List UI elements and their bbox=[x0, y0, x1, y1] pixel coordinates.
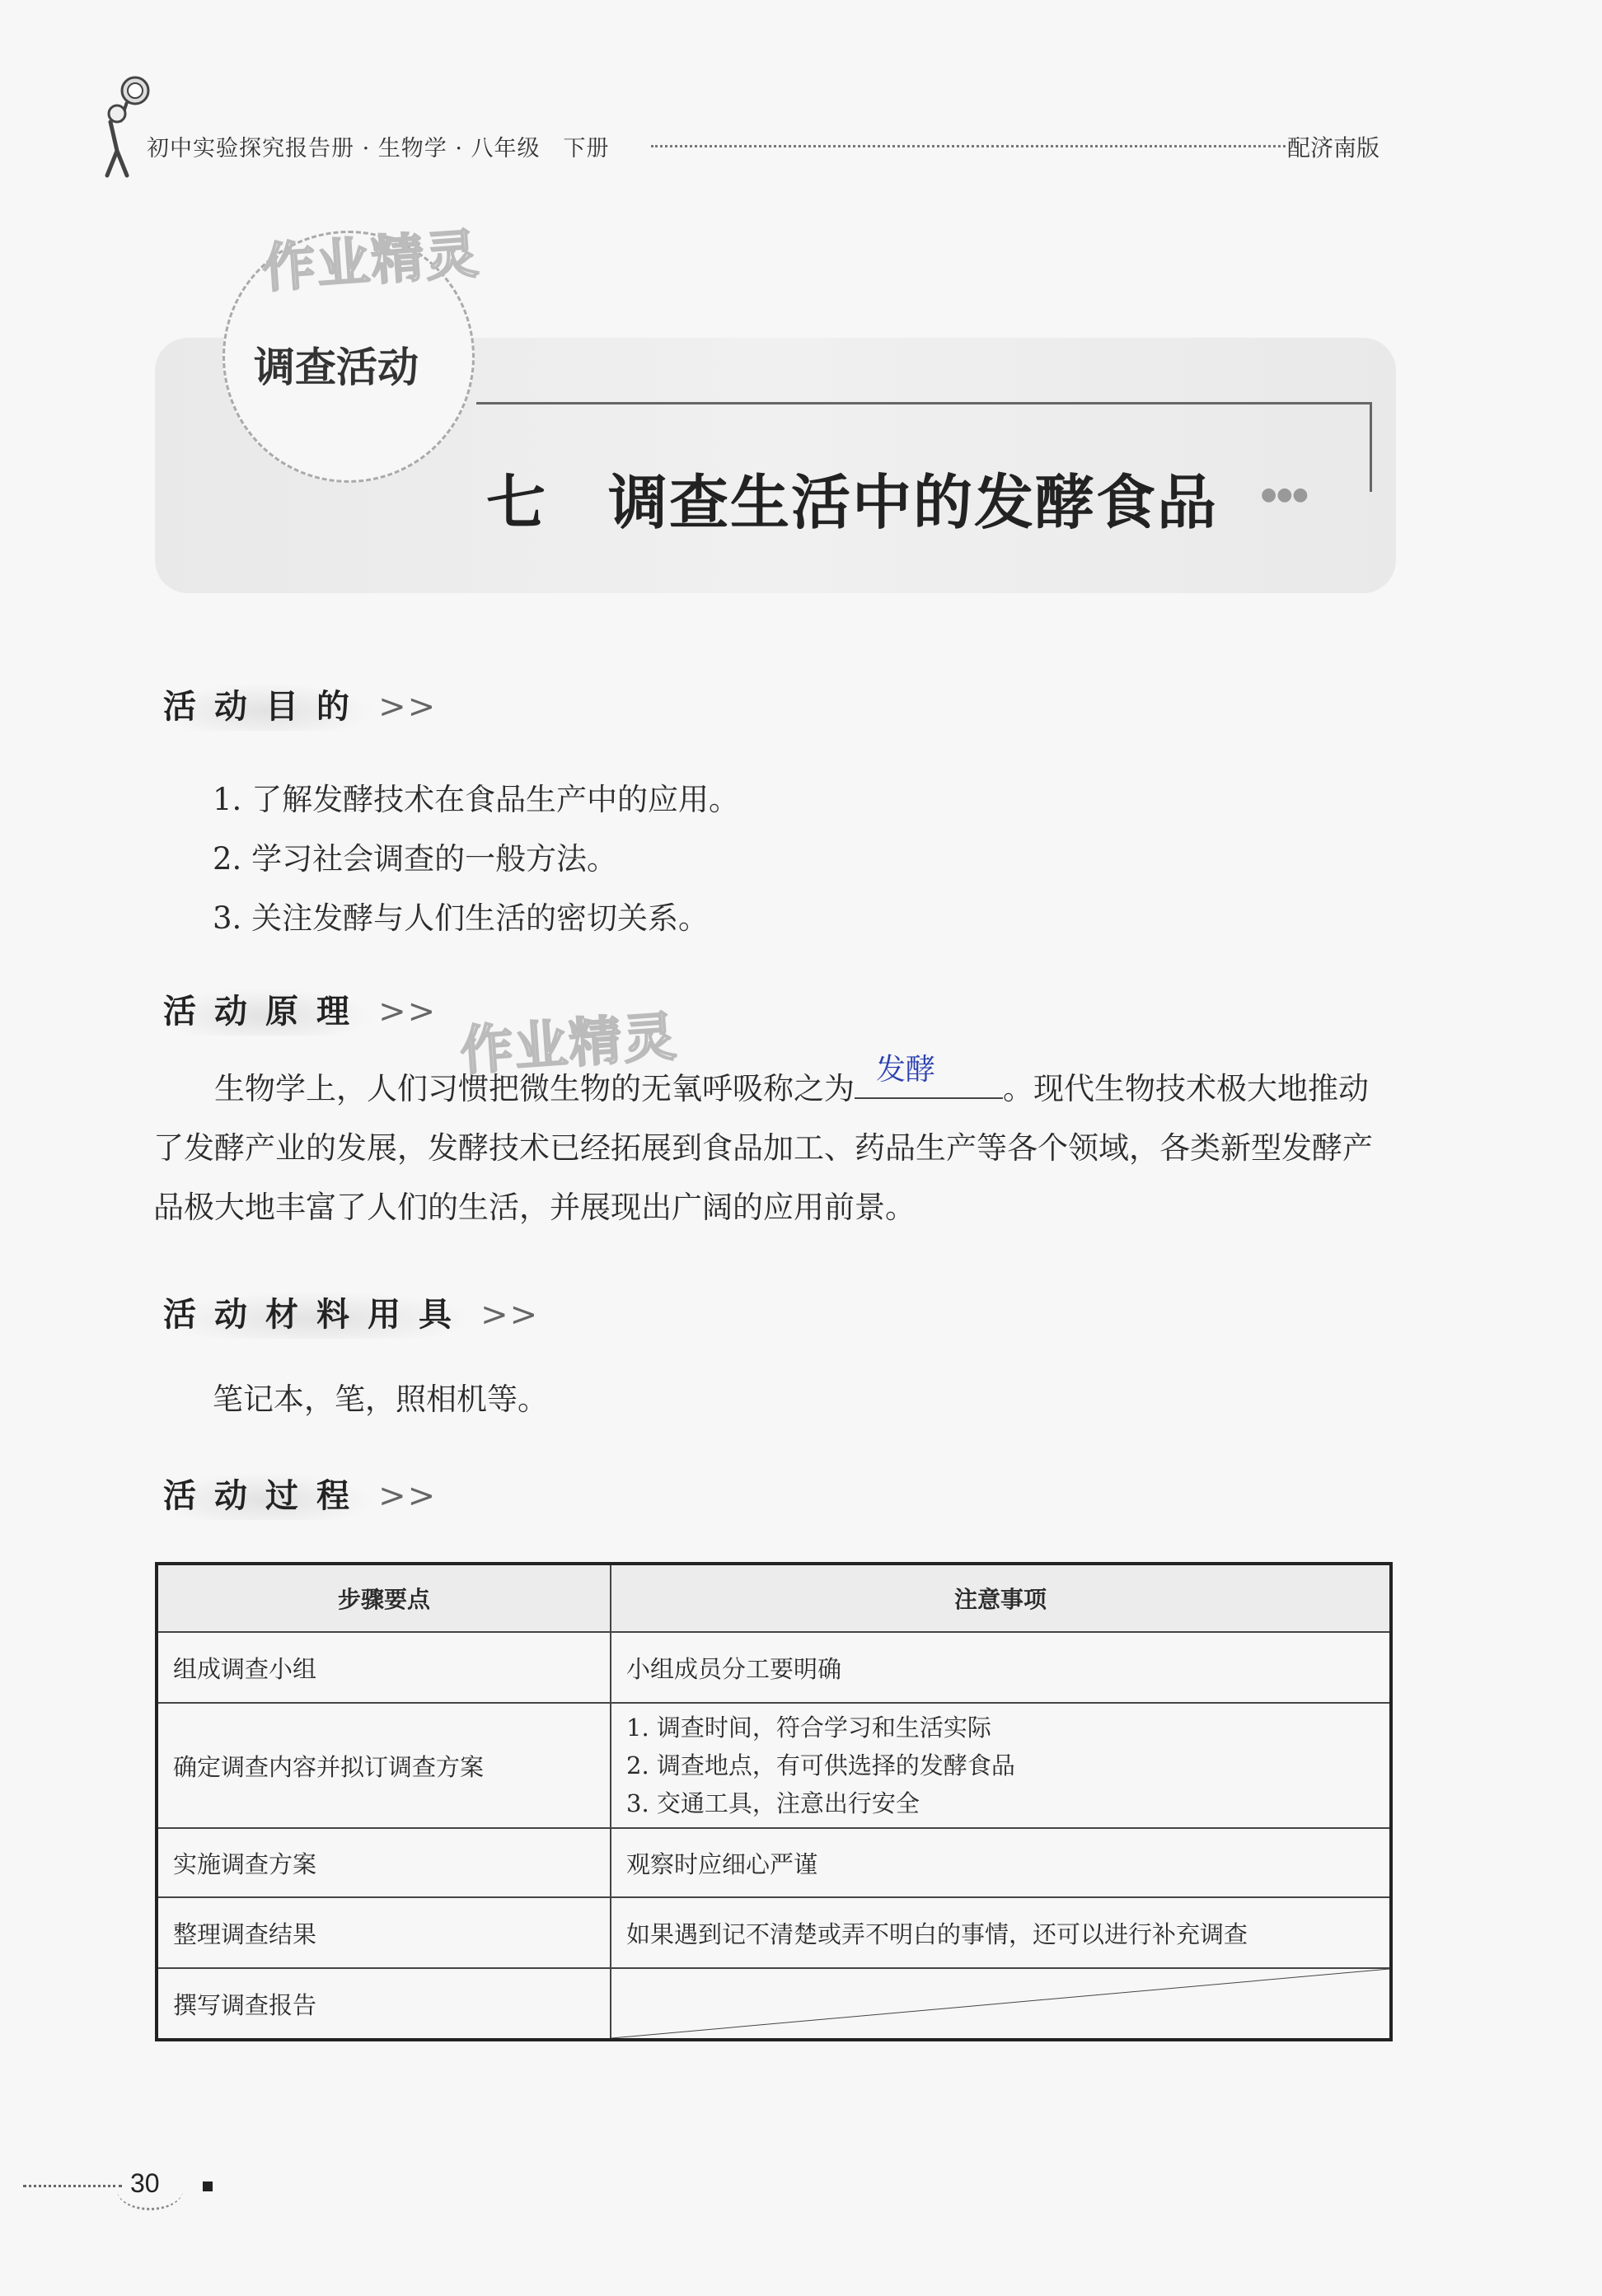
principle-paragraph bbox=[153, 1052, 1389, 1237]
table-header-row bbox=[157, 1564, 1391, 1632]
answer-blank[interactable] bbox=[855, 1052, 1003, 1099]
purpose-item: 3. 关注发酵与人们生活的密切关系。 bbox=[213, 900, 710, 936]
step-cell: 实施调查方案 bbox=[157, 1828, 611, 1897]
chevron-right-icon: >> bbox=[480, 1296, 540, 1334]
section-purpose bbox=[157, 680, 437, 727]
dots-icon: ●●● bbox=[1261, 484, 1309, 505]
table-row bbox=[157, 1703, 1391, 1828]
chevron-right-icon: >> bbox=[378, 993, 438, 1031]
section-principle bbox=[157, 985, 437, 1032]
process-table bbox=[155, 1562, 1393, 2041]
watermark: 作业精灵 bbox=[458, 1006, 680, 1083]
section-heading: 活动材料用具 bbox=[157, 1291, 476, 1339]
page-number: 30 bbox=[130, 2168, 160, 2198]
square-icon bbox=[203, 2181, 213, 2191]
step-cell: 整理调查结果 bbox=[157, 1897, 611, 1968]
section-heading: 活动原理 bbox=[157, 988, 374, 1036]
section-heading: 活动目的 bbox=[157, 683, 374, 731]
header-dotted-line bbox=[651, 145, 1286, 147]
footer-dotted-line bbox=[23, 2185, 122, 2187]
table-row bbox=[157, 1897, 1391, 1968]
section-materials bbox=[157, 1288, 539, 1335]
note-cell bbox=[611, 1703, 1391, 1828]
note-cell: 小组成员分工要明确 bbox=[611, 1632, 1391, 1703]
section-process bbox=[157, 1470, 437, 1517]
purpose-item: 1. 了解发酵技术在食品生产中的应用。 bbox=[213, 782, 740, 817]
column-header: 注意事项 bbox=[611, 1564, 1391, 1632]
column-header: 步骤要点 bbox=[157, 1564, 611, 1632]
note-line: 3. 交通工具，注意出行安全 bbox=[626, 1789, 920, 1817]
watermark: 作业精灵 bbox=[260, 223, 482, 301]
table-row bbox=[157, 1632, 1391, 1703]
book-title: 初中实验探究报告册 · 生物学 · 八年级 下册 bbox=[147, 136, 610, 161]
note-cell: 观察时应细心严谨 bbox=[611, 1828, 1391, 1897]
note-cell: 如果遇到记不清楚或弄不明白的事情，还可以进行补充调查 bbox=[611, 1897, 1391, 1968]
note-line: 1. 调查时间，符合学习和生活实际 bbox=[626, 1714, 991, 1742]
materials-text: 笔记本，笔，照相机等。 bbox=[213, 1382, 548, 1417]
handwritten-answer: 发酵 bbox=[876, 1052, 936, 1086]
empty-note-cell bbox=[611, 1968, 1391, 2040]
page-title: 七 调查生活中的发酵食品 bbox=[486, 468, 1219, 537]
note-line: 2. 调查地点，有可供选择的发酵食品 bbox=[626, 1751, 1015, 1779]
purpose-item: 2. 学习社会调查的一般方法。 bbox=[213, 841, 618, 877]
step-cell: 组成调查小组 bbox=[157, 1632, 611, 1703]
step-cell: 确定调查内容并拟订调查方案 bbox=[157, 1703, 611, 1828]
table-row bbox=[157, 1968, 1391, 2040]
category-label: 调查活动 bbox=[254, 344, 419, 391]
table-row bbox=[157, 1828, 1391, 1897]
step-cell: 撰写调查报告 bbox=[157, 1968, 611, 2040]
chevron-right-icon: >> bbox=[378, 1477, 438, 1515]
edition-label: 配济南版 bbox=[1287, 134, 1380, 161]
section-heading: 活动过程 bbox=[157, 1472, 374, 1520]
principle-text-continued: 。现代生物技术极大地推动了发酵产业的发展，发酵技术已经拓展到食品加工、药品生产等各个领域，各类新型发酵产品极大地丰富了人们的生活，并展现出广阔的应用前景。 bbox=[153, 1071, 1373, 1225]
chevron-right-icon: >> bbox=[378, 688, 438, 726]
diagonal-line bbox=[611, 1969, 1389, 2038]
principle-text: 生物学上，人们习惯把微生物的无氧呼吸称之为 bbox=[214, 1071, 855, 1106]
cartoon-figure-icon bbox=[92, 72, 158, 180]
